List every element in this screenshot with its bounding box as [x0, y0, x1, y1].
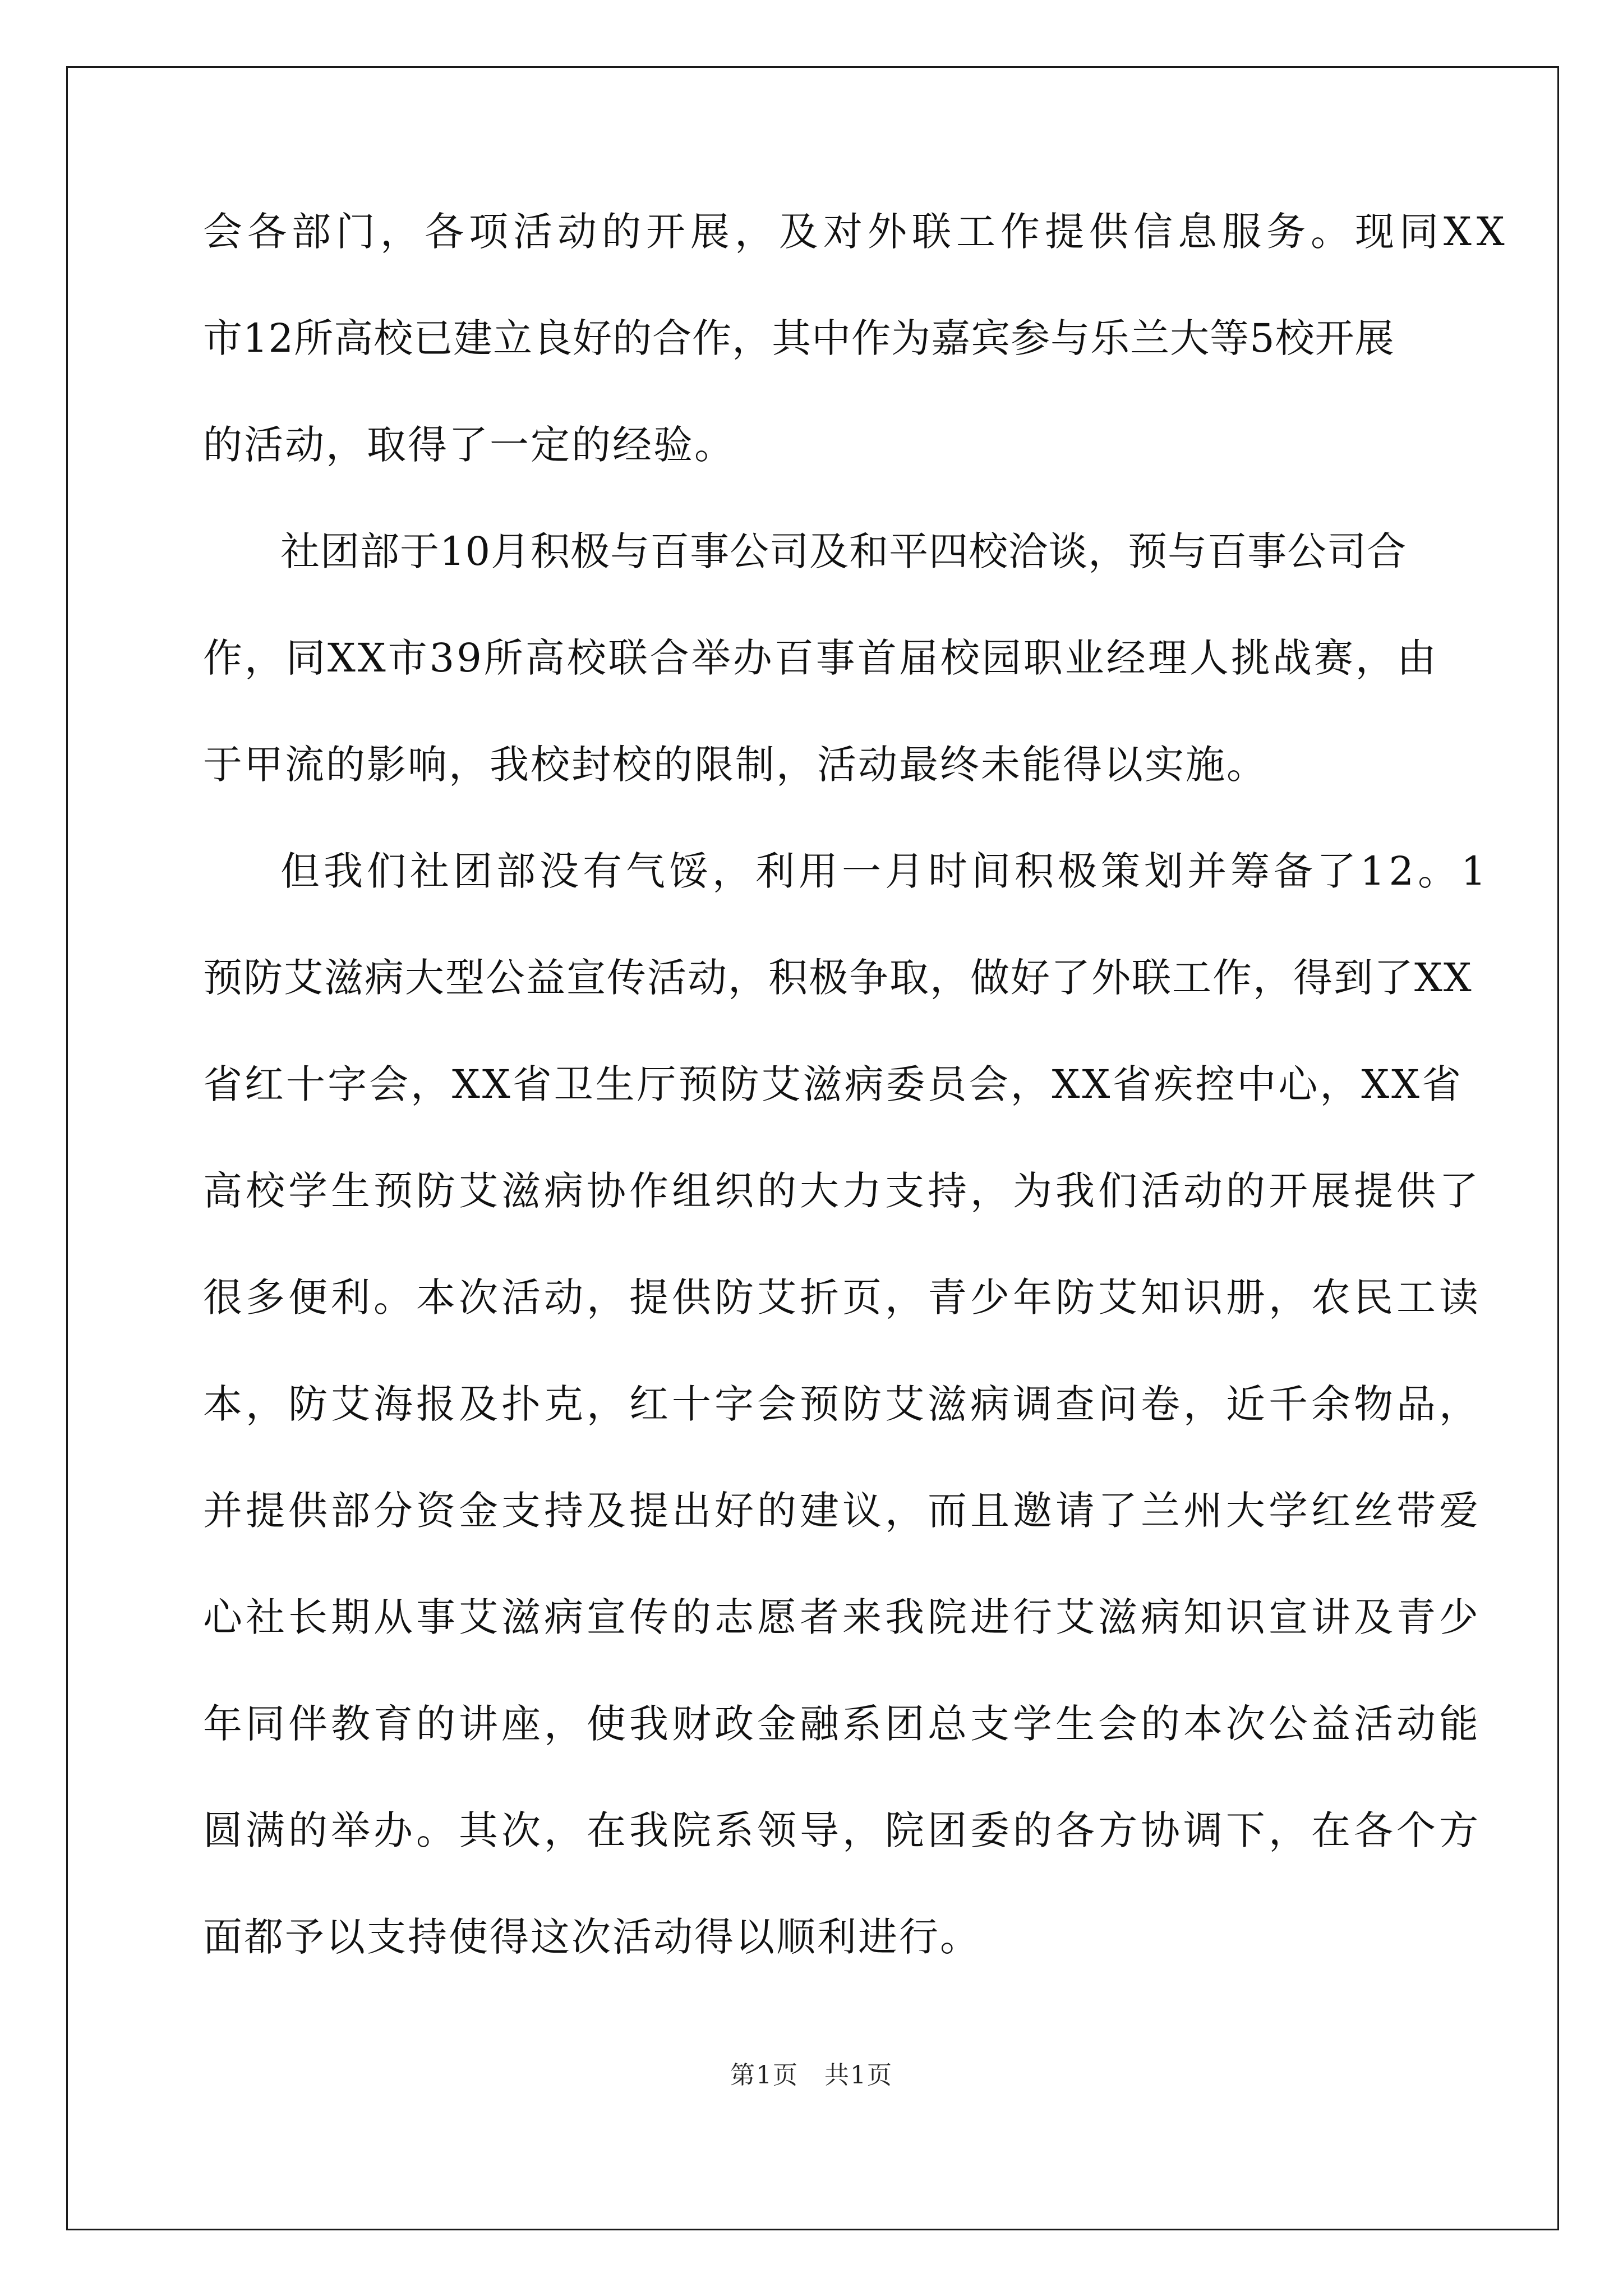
text-line: 预防艾滋病大型公益宣传活动，积极争取，做好了外联工作，得到了XX [203, 955, 1473, 1001]
text-line: 作，同XX市39所高校联合举办百事首届校园职业经理人挑战赛，由 [203, 635, 1438, 681]
text-line: 市12所高校已建立良好的合作，其中作为嘉宾参与乐兰大等5校开展 [203, 315, 1395, 361]
text-line: 本，防艾海报及扑克，红十字会预防艾滋病调查问卷，近千余物品， [203, 1381, 1482, 1427]
text-line: 面都予以支持使得这次活动得以顺利进行。 [203, 1914, 981, 1960]
text-line: 省红十字会，XX省卫生厅预防艾滋病委员会，XX省疾控中心，XX省 [203, 1061, 1464, 1107]
text-line: 于甲流的影响，我校封校的限制，活动最终未能得以实施。 [203, 742, 1267, 788]
text-line: 很多便利。本次活动，提供防艾折页，青少年防艾知识册，农民工读 [203, 1274, 1482, 1320]
text-line: 会各部门，各项活动的开展，及对外联工作提供信息服务。现同XX [203, 209, 1510, 255]
text-line: 社团部于10月积极与百事公司及和平四校洽谈，预与百事公司合 [280, 528, 1407, 574]
text-line: 圆满的举办。其次，在我院系领导，院团委的各方协调下，在各个方 [203, 1807, 1482, 1853]
page-border [66, 66, 1559, 2230]
text-line: 高校学生预防艾滋病协作组织的大力支持，为我们活动的开展提供了 [203, 1168, 1482, 1214]
page-number-footer: 第1页 共1页 [730, 2061, 893, 2090]
text-line: 并提供部分资金支持及提出好的建议，而且邀请了兰州大学红丝带爱 [203, 1488, 1482, 1534]
text-line: 心社长期从事艾滋病宣传的志愿者来我院进行艾滋病知识宣讲及青少 [203, 1594, 1482, 1640]
text-line: 但我们社团部没有气馁，利用一月时间积极策划并筹备了12。1 [280, 848, 1490, 894]
text-line: 的活动，取得了一定的经验。 [203, 422, 735, 468]
text-line: 年同伴教育的讲座，使我财政金融系团总支学生会的本次公益活动能 [203, 1701, 1482, 1747]
